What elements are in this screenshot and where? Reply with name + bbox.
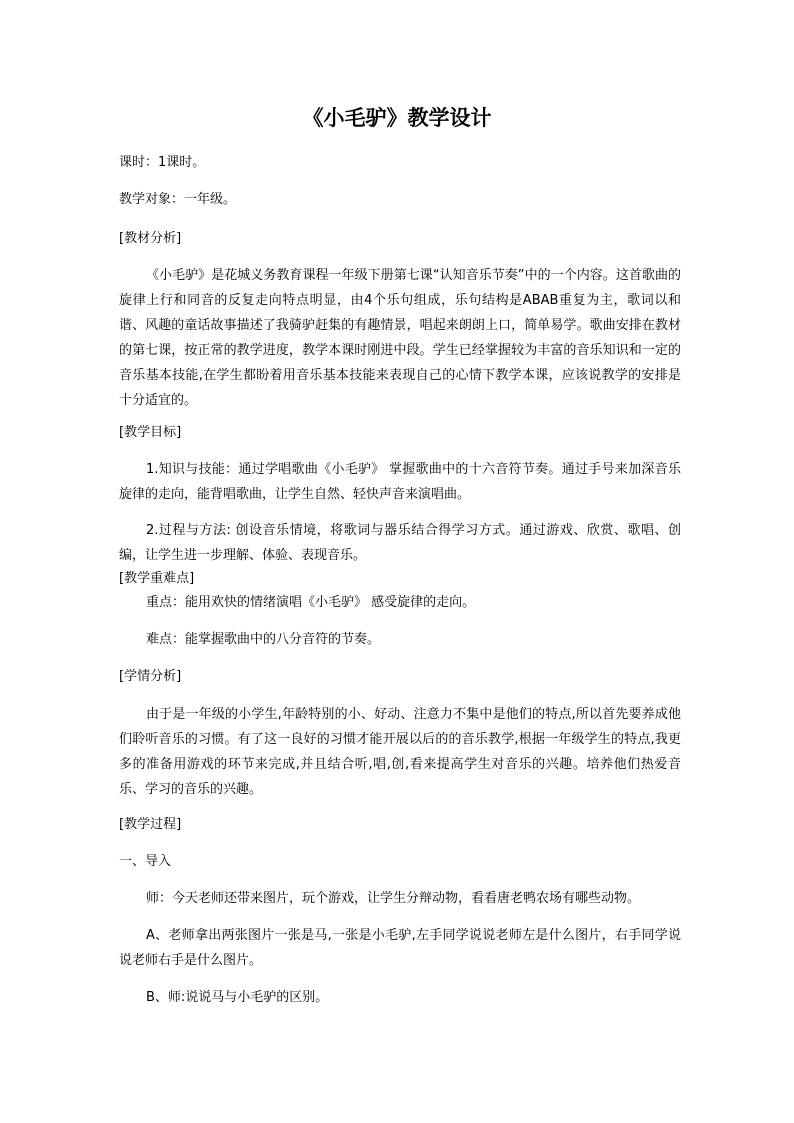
learner-analysis-paragraph: 由于是一年级的小学生,年龄特别的小、好动、注意力不集中是他们的特点,所以首先要养成他们聆听音乐的习惯。有了这一良好的习惯才能开展以后的的音乐教学,根据一年级学生的特点,我更多的准备用游戏的环节来完成,并且结合听,唱,创,看来提高学生对音乐的兴趣。培养他们热爱音乐、学习的音乐的兴趣。 [119, 707, 681, 797]
goal-process-paragraph: 2.过程与方法: 创设音乐情境，将歌词与器乐结合得学习方式。通过游戏、欣赏、歌唱、创编，让学生进一步理解、体验、表现音乐。 [119, 523, 681, 563]
section-heading-goals: [教学目标] [119, 425, 182, 440]
page-title: 《小毛驴》教学设计 [302, 105, 492, 130]
step-a-paragraph: A、老师拿出两张图片一张是马,一张是小毛驴,左手同学说说老师左是什么图片，右手同学说说老师右手是什么图片。 [119, 928, 681, 968]
goal-knowledge-paragraph: 1.知识与技能：通过学唱歌曲《小毛驴》 掌握歌曲中的十六音符节奏。通过手号来加深音乐旋律的走向，能背唱歌曲，让学生自然、轻快声音来演唱曲。 [119, 462, 681, 502]
material-analysis-paragraph: 《小毛驴》是花城义务教育课程一年级下册第七课“认知音乐节奏”中的一个内容。这首歌曲的旋律上行和同音的反复走向特点明显，由4个乐句组成，乐句结构是ABAB重复为主，歌词以和谐、风趣的童话故事描述了我骑驴赶集的有趣情景，唱起来朗朗上口，简单易学。歌曲安排在教材的第七课，按正常的教学进度，教学本课时刚进中段。学生已经掌握较为丰富的音乐知识和一定的音乐基本技能,在学生都盼着用音乐基本技能来表现自己的心情下教学本课，应该说教学的安排是十分适宜的。 [119, 268, 681, 408]
section-heading-learner: [学情分析] [119, 669, 182, 684]
difficulty-line: 难点：能掌握歌曲中的八分音符的节奏。 [146, 632, 381, 647]
section-heading-process: [教学过程] [119, 817, 182, 832]
teacher-intro-line: 师：今天老师还带来图片，玩个游戏，让学生分辩动物，看看唐老鸭农场有哪些动物。 [146, 891, 641, 906]
key-point-line: 重点：能用欢快的情绪演唱《小毛驴》 感受旋律的走向。 [146, 595, 476, 610]
class-hours-line: 课时：1课时。 [119, 155, 206, 170]
audience-line: 教学对象：一年级。 [119, 192, 237, 207]
step-b-line: B、师:说说马与小毛驴的区别。 [146, 990, 329, 1005]
section-heading-material: [教材分析] [119, 231, 182, 246]
intro-heading: 一、导入 [119, 854, 172, 869]
section-heading-key-points: [教学重难点] [119, 571, 195, 586]
